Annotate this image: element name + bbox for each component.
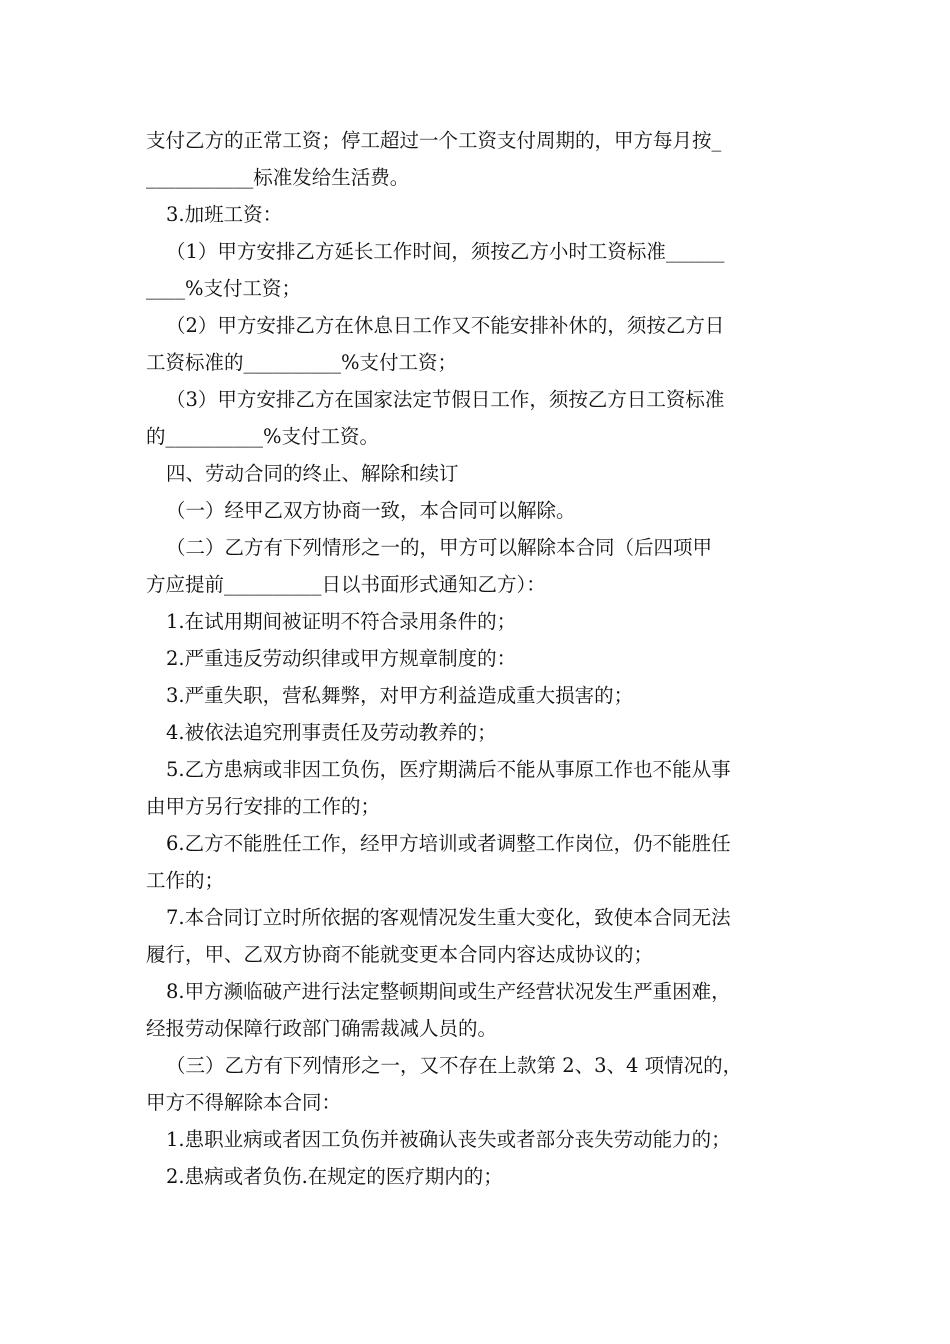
text-line: 4.被依法追究刑事责任及劳动教养的； [166,721,497,744]
text-line: 工资标准的__________%支付工资； [146,351,458,374]
text-line: 工作的； [146,869,225,892]
text-line: 甲方不得解除本合同： [146,1091,342,1114]
text-line: 由甲方另行安排的工作的； [146,795,381,818]
text-line: 履行，甲、乙双方协商不能就变更本合同内容达成协议的； [146,943,654,966]
text-line: 2.患病或者负伤.在规定的医疗期内的； [166,1165,503,1188]
text-line: ____%支付工资； [146,277,302,300]
text-line: 1.患职业病或者因工负伤并被确认丧失或者部分丧失劳动能力的； [166,1128,731,1151]
text-line: 3.加班工资： [166,203,283,226]
text-line: 3.严重失职，营私舞弊，对甲方利益造成重大损害的； [166,684,634,707]
text-line: 6.乙方不能胜任工作，经甲方培训或者调整工作岗位，仍不能胜任 [166,832,731,855]
text-line: （一）经甲乙双方协商一致，本合同可以解除。 [166,499,576,522]
text-line: 7.本合同订立时所依据的客观情况发生重大变化，致使本合同无法 [166,906,731,929]
text-line: ___________标准发给生活费。 [146,166,410,189]
text-line: 2.严重违反劳动织律或甲方规章制度的： [166,647,517,670]
text-line: （三）乙方有下列情形之一，又不存在上款第 2、3、4 项情况的， [166,1054,743,1077]
text-line: 5.乙方患病或非因工负伤，医疗期满后不能从事原工作也不能从事 [166,758,731,781]
text-line: 支付乙方的正常工资；停工超过一个工资支付周期的，甲方每月按_ [146,129,722,152]
text-line: 方应提前__________日以书面形式通知乙方）： [146,573,546,596]
text-line: （二）乙方有下列情形之一的，甲方可以解除本合同（后四项甲 [166,536,713,559]
text-line: 8.甲方濒临破产进行法定整顿期间或生产经营状况发生严重困难， [166,980,731,1003]
text-line: 的__________%支付工资。 [146,425,380,448]
text-line: （1）甲方安排乙方延长工作时间，须按乙方小时工资标准______ [166,240,725,263]
text-line: 经报劳动保障行政部门确需裁减人员的。 [146,1017,498,1040]
text-line: （3）甲方安排乙方在国家法定节假日工作，须按乙方日工资标准 [166,388,725,411]
text-line: （2）甲方安排乙方在休息日工作又不能安排补休的，须按乙方日 [166,314,725,337]
text-line: 1.在试用期间被证明不符合录用条件的； [166,610,517,633]
text-line: 四、劳动合同的终止、解除和续订 [166,462,459,485]
document-page [146,122,814,1195]
